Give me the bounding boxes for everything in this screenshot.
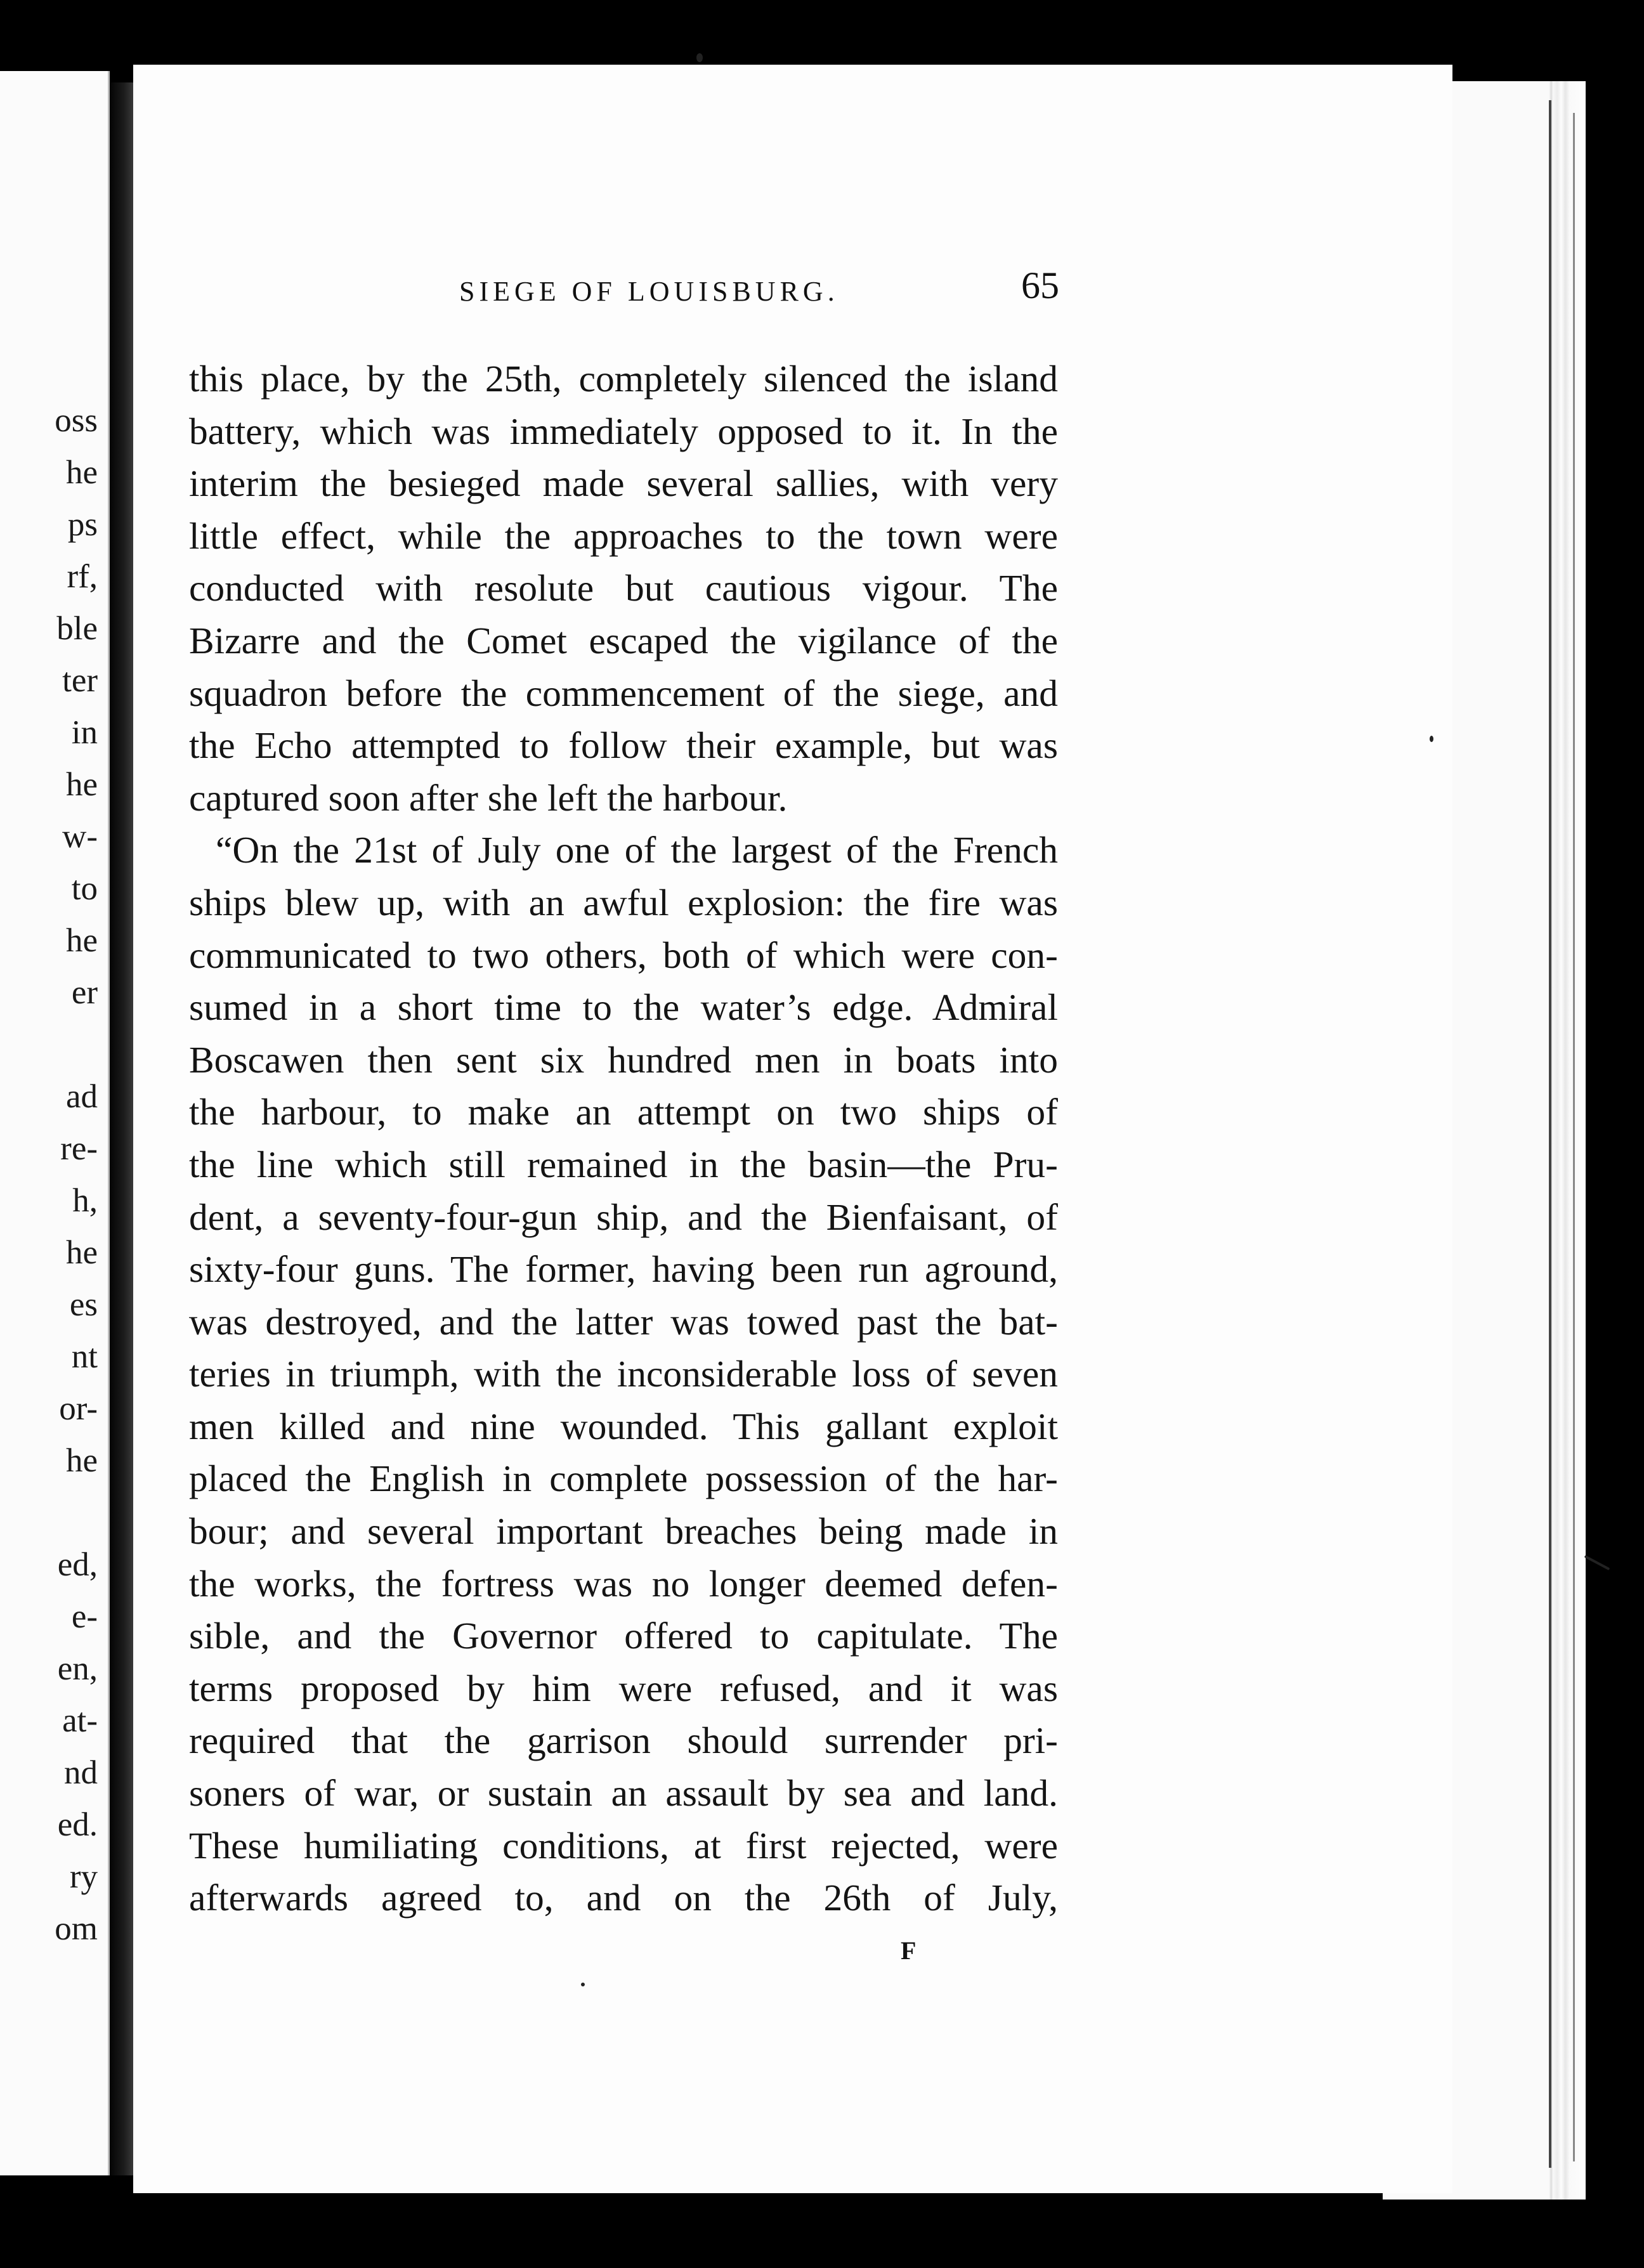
text-line: the line which still remained in the basin—the Pru- (189, 1143, 1058, 1185)
text-line: placed the English in complete possession of the har- (189, 1457, 1058, 1500)
left-page-fragment: w- (62, 818, 98, 855)
text-line: terms proposed by him were refused, and it was (189, 1667, 1058, 1709)
left-page-fragment: re- (60, 1130, 98, 1167)
text-line: Bizarre and the Comet escaped the vigilance of the (189, 619, 1058, 662)
left-page-fragment: ad (65, 1078, 98, 1115)
left-page-fragment: he (65, 454, 98, 491)
text-line: bour; and several important breaches being made in (189, 1510, 1058, 1553)
dust-speck (1430, 736, 1433, 742)
text-line: afterwards agreed to, and on the 26th of July, (189, 1877, 1058, 1919)
left-page-fragment: oss (55, 402, 98, 439)
left-page-fragment: at- (62, 1702, 98, 1739)
left-page-fragment: ry (69, 1858, 98, 1895)
text-line: the works, the fortress was no longer deemed defen- (189, 1562, 1058, 1605)
left-page-fragment: rf, (67, 558, 98, 595)
scratch-mark (1584, 1555, 1610, 1570)
left-page-fragment: he (65, 1442, 98, 1479)
text-line: little effect, while the approaches to the town were (189, 514, 1058, 557)
text-line: These humiliating conditions, at first rejected, were (189, 1824, 1058, 1867)
left-page-fragment: ter (62, 662, 98, 699)
book-gutter (110, 82, 133, 2175)
left-page-fragment: ps (67, 506, 98, 543)
left-page-fragment (55, 1019, 98, 1071)
body-text (189, 353, 1058, 1924)
left-page-fragment: es (69, 1286, 98, 1323)
left-page-fragment: ed, (57, 1546, 98, 1583)
left-page-fragment: en, (57, 1650, 98, 1687)
left-page-text-fragments (55, 394, 98, 1955)
left-page-fragment: nd (64, 1754, 98, 1791)
text-line: squadron before the commencement of the siege, and (189, 672, 1058, 714)
text-line: Boscawen then sent six hundred men in boats into (189, 1038, 1058, 1081)
left-page-fragment: h, (72, 1182, 98, 1219)
text-line: the Echo attempted to follow their example, but was (189, 724, 1058, 767)
signature-mark: F (901, 1936, 917, 1965)
running-head (133, 217, 1059, 307)
left-page-fragment: ed. (57, 1806, 98, 1843)
text-line: the harbour, to make an attempt on two ships of (189, 1091, 1058, 1133)
text-line: ships blew up, with an awful explosion: the fire was (189, 881, 1058, 923)
text-line: interim the besieged made several sallies, with very (189, 462, 1058, 505)
left-facing-page (0, 71, 110, 2175)
dust-speck (581, 1983, 585, 1986)
text-line: conducted with resolute but cautious vigour. The (189, 567, 1058, 609)
text-line: sumed in a short time to the water’s edge. Admiral (189, 986, 1058, 1029)
left-page-fragment: to (71, 870, 98, 907)
left-page-fragment: he (65, 922, 98, 959)
left-page-fragment: he (65, 1234, 98, 1271)
text-line: this place, by the 25th, completely silenced the island (189, 358, 1058, 400)
running-title: SIEGE OF LOUISBURG. (459, 276, 839, 307)
left-page-fragment: ble (56, 610, 98, 647)
text-line: sible, and the Governor offered to capitulate. The (189, 1615, 1058, 1657)
left-page-fragment: e- (71, 1598, 98, 1635)
text-line: captured soon after she left the harbour. (189, 776, 788, 819)
text-line: men killed and nine wounded. This gallant exploit (189, 1405, 1058, 1447)
text-line: “On the 21st of July one of the largest of the French (216, 829, 1058, 871)
left-page-fragment: in (71, 714, 98, 751)
left-page-fragment (55, 1487, 98, 1539)
left-page-fragment: er (71, 974, 98, 1011)
page-number: 65 (1021, 264, 1059, 306)
left-page-fragment: or- (59, 1390, 98, 1427)
text-line: sixty-four guns. The former, having been run aground, (189, 1248, 1058, 1291)
left-page-fragment: he (65, 766, 98, 803)
text-line: dent, a seventy-four-gun ship, and the Bienfaisant, of (189, 1196, 1058, 1238)
text-line: battery, which was immediately opposed to it. In the (189, 410, 1058, 452)
text-line: was destroyed, and the latter was towed past the bat- (189, 1300, 1058, 1343)
left-page-fragment: nt (71, 1338, 98, 1375)
text-line: communicated to two others, both of which were con- (189, 934, 1058, 976)
dust-speck (696, 53, 703, 62)
text-line: teries in triumph, with the inconsiderable loss of seven (189, 1353, 1058, 1395)
text-line: required that the garrison should surrender pri- (189, 1719, 1058, 1762)
left-page-fragment: om (55, 1910, 98, 1947)
text-line: soners of war, or sustain an assault by sea and land. (189, 1772, 1058, 1815)
